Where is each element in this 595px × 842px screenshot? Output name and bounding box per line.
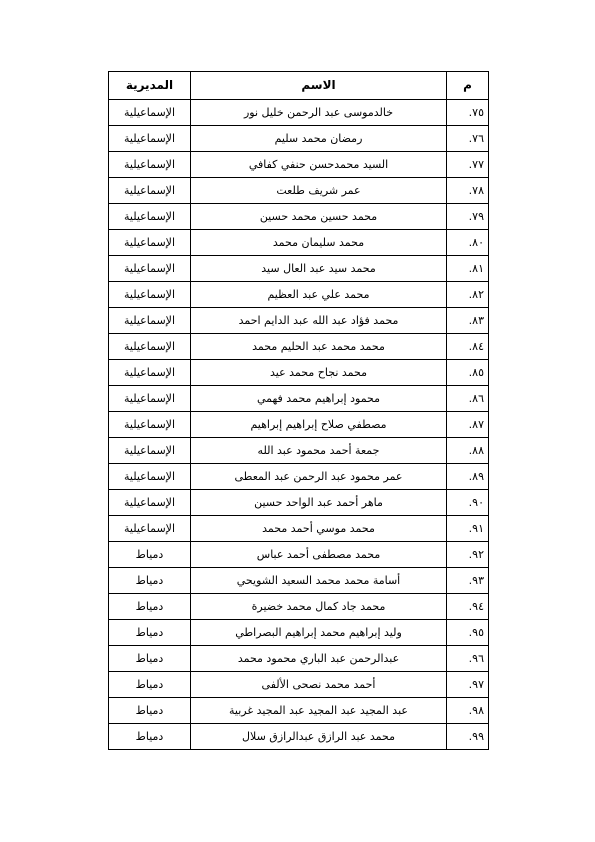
- row-name: أحمد محمد نصحى الألفى: [191, 672, 447, 698]
- row-name: محمد حسين محمد حسين: [191, 204, 447, 230]
- row-directorate: الإسماعيلية: [109, 100, 191, 126]
- row-directorate: الإسماعيلية: [109, 386, 191, 412]
- row-number: ٨٢.: [447, 282, 489, 308]
- row-directorate: الإسماعيلية: [109, 282, 191, 308]
- table-row: [109, 178, 489, 204]
- row-number: ٩٩.: [447, 724, 489, 750]
- row-directorate: دمياط: [109, 698, 191, 724]
- table-row: [109, 152, 489, 178]
- row-name: محمد موسي أحمد محمد: [191, 516, 447, 542]
- table-row: [109, 412, 489, 438]
- row-directorate: دمياط: [109, 646, 191, 672]
- table-row: [109, 360, 489, 386]
- row-name: أسامة محمد محمد السعيد الشويحي: [191, 568, 447, 594]
- row-name: عبدالرحمن عبد الباري محمود محمد: [191, 646, 447, 672]
- table-row: [109, 464, 489, 490]
- row-directorate: دمياط: [109, 724, 191, 750]
- row-directorate: الإسماعيلية: [109, 308, 191, 334]
- row-name: السيد محمدحسن حنفي كفافي: [191, 152, 447, 178]
- row-directorate: الإسماعيلية: [109, 360, 191, 386]
- row-number: ٩٧.: [447, 672, 489, 698]
- table-row: [109, 620, 489, 646]
- table-row: [109, 100, 489, 126]
- header-name: الاسم: [191, 72, 447, 100]
- row-name: رمضان محمد سليم: [191, 126, 447, 152]
- table-row: [109, 646, 489, 672]
- table-row: [109, 334, 489, 360]
- table-row: [109, 542, 489, 568]
- row-number: ٩١.: [447, 516, 489, 542]
- names-table: [108, 71, 489, 750]
- row-directorate: دمياط: [109, 620, 191, 646]
- row-directorate: الإسماعيلية: [109, 438, 191, 464]
- row-name: محمد فؤاد عبد الله عبد الدايم احمد: [191, 308, 447, 334]
- row-directorate: الإسماعيلية: [109, 152, 191, 178]
- row-number: ٧٩.: [447, 204, 489, 230]
- row-number: ٩٢.: [447, 542, 489, 568]
- table-row: [109, 594, 489, 620]
- row-name: وليد إبراهيم محمد إبراهيم البصراطي: [191, 620, 447, 646]
- row-number: ٧٥.: [447, 100, 489, 126]
- row-directorate: الإسماعيلية: [109, 334, 191, 360]
- row-name: عمر شريف طلعت: [191, 178, 447, 204]
- table-row: [109, 256, 489, 282]
- row-directorate: الإسماعيلية: [109, 412, 191, 438]
- row-name: محمد مصطفى أحمد عباس: [191, 542, 447, 568]
- row-directorate: الإسماعيلية: [109, 490, 191, 516]
- row-number: ٨٣.: [447, 308, 489, 334]
- row-number: ٨٧.: [447, 412, 489, 438]
- table-row: [109, 386, 489, 412]
- row-name: محمد عبد الرازق عبدالرازق سلال: [191, 724, 447, 750]
- row-directorate: دمياط: [109, 594, 191, 620]
- row-name: محمد علي عبد العظيم: [191, 282, 447, 308]
- table-row: [109, 568, 489, 594]
- row-directorate: الإسماعيلية: [109, 464, 191, 490]
- table-row: [109, 516, 489, 542]
- table-header-row: [109, 72, 489, 100]
- row-name: ماهر أحمد عبد الواحد حسين: [191, 490, 447, 516]
- row-name: محمد نجاح محمد عيد: [191, 360, 447, 386]
- row-directorate: الإسماعيلية: [109, 516, 191, 542]
- row-number: ٩٥.: [447, 620, 489, 646]
- row-directorate: الإسماعيلية: [109, 204, 191, 230]
- header-directorate: المديرية: [109, 72, 191, 100]
- row-number: ٨١.: [447, 256, 489, 282]
- table-row: [109, 490, 489, 516]
- table-row: [109, 282, 489, 308]
- table-row: [109, 672, 489, 698]
- row-name: محمد جاد كمال محمد خضيرة: [191, 594, 447, 620]
- table-body: [109, 100, 489, 750]
- row-number: ٨٦.: [447, 386, 489, 412]
- row-number: ٧٦.: [447, 126, 489, 152]
- row-number: ٨٨.: [447, 438, 489, 464]
- row-name: محمود إبراهيم محمد فهمي: [191, 386, 447, 412]
- table-row: [109, 698, 489, 724]
- row-number: ٨٠.: [447, 230, 489, 256]
- row-directorate: الإسماعيلية: [109, 256, 191, 282]
- row-number: ٨٤.: [447, 334, 489, 360]
- row-name: عمر محمود عبد الرحمن عبد المعطى: [191, 464, 447, 490]
- row-directorate: الإسماعيلية: [109, 178, 191, 204]
- table-row: [109, 230, 489, 256]
- row-name: خالدموسى عبد الرحمن خليل نور: [191, 100, 447, 126]
- row-number: ٧٧.: [447, 152, 489, 178]
- row-name: عبد المجيد عبد المجيد عبد المجيد غربية: [191, 698, 447, 724]
- row-number: ٩٣.: [447, 568, 489, 594]
- table-row: [109, 204, 489, 230]
- row-number: ٧٨.: [447, 178, 489, 204]
- row-directorate: الإسماعيلية: [109, 126, 191, 152]
- table-row: [109, 724, 489, 750]
- row-name: محمد سيد عبد العال سيد: [191, 256, 447, 282]
- row-name: جمعة أحمد محمود عبد الله: [191, 438, 447, 464]
- row-number: ٩٨.: [447, 698, 489, 724]
- row-name: محمد محمد عبد الحليم محمد: [191, 334, 447, 360]
- header-number: م: [447, 72, 489, 100]
- row-name: مصطفي صلاح إبراهيم إبراهيم: [191, 412, 447, 438]
- row-number: ٨٥.: [447, 360, 489, 386]
- row-number: ٩٠.: [447, 490, 489, 516]
- row-directorate: دمياط: [109, 568, 191, 594]
- table-row: [109, 438, 489, 464]
- row-directorate: دمياط: [109, 672, 191, 698]
- row-number: ٨٩.: [447, 464, 489, 490]
- row-number: ٩٤.: [447, 594, 489, 620]
- row-directorate: دمياط: [109, 542, 191, 568]
- row-name: محمد سليمان محمد: [191, 230, 447, 256]
- table-row: [109, 308, 489, 334]
- row-directorate: الإسماعيلية: [109, 230, 191, 256]
- row-number: ٩٦.: [447, 646, 489, 672]
- table-row: [109, 126, 489, 152]
